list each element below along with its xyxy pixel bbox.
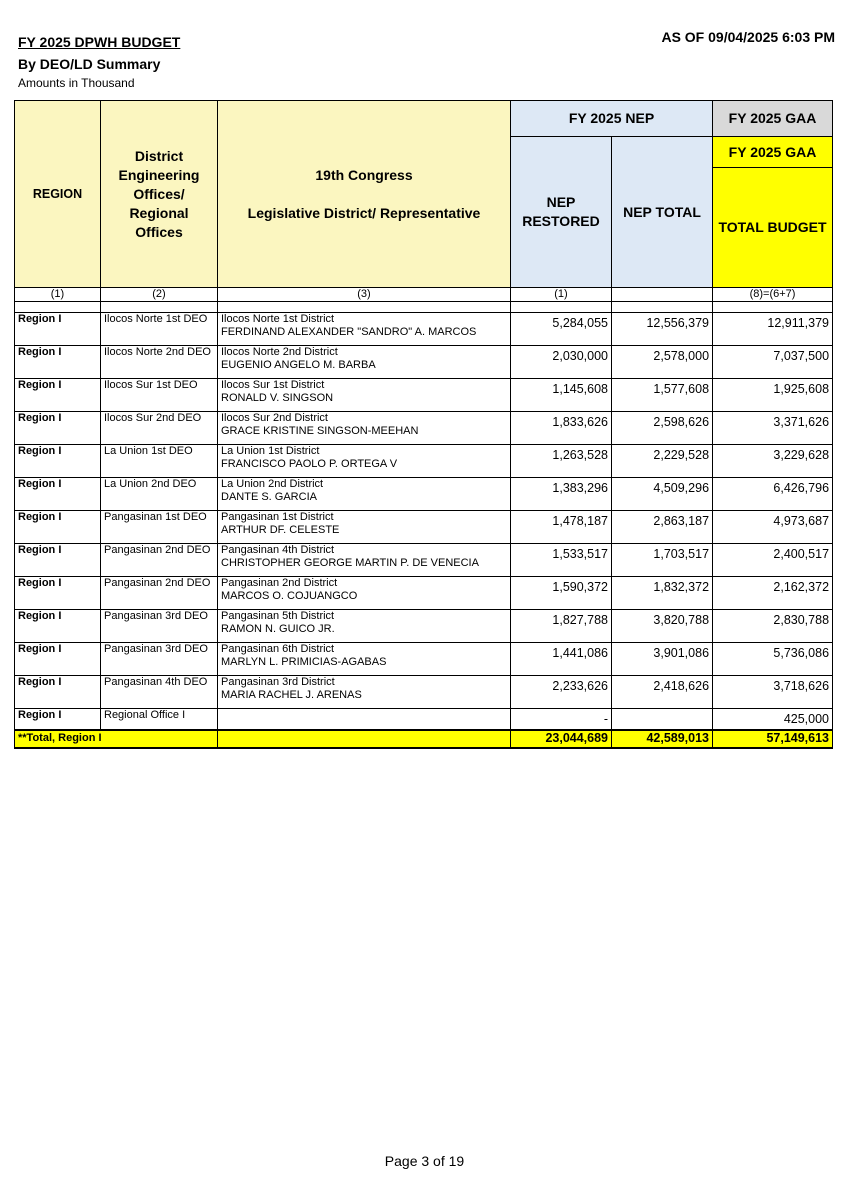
legislative-district-label: Legislative District/ Representative — [247, 204, 481, 221]
total-budget-cell: 3,718,626 — [713, 676, 833, 709]
col-header-nep-total: NEP TOTAL — [612, 137, 713, 288]
district-cell — [218, 610, 511, 643]
deo-cell: Ilocos Sur 2nd DEO — [101, 412, 218, 445]
deo-cell: Pangasinan 4th DEO — [101, 676, 218, 709]
deo-cell: Pangasinan 3rd DEO — [101, 643, 218, 676]
district-name: Pangasinan 2nd District — [221, 577, 338, 589]
district-cell — [218, 544, 511, 577]
nep-restored-cell: 1,478,187 — [511, 511, 612, 544]
total-budget-cell: 1,925,608 — [713, 379, 833, 412]
table-row — [15, 544, 833, 577]
units-note: Amounts in Thousand — [18, 76, 135, 90]
representative-name: ARTHUR DF. CELESTE — [221, 524, 340, 536]
district-cell — [218, 676, 511, 709]
col-number-budget: (8)=(6+7) — [713, 288, 833, 302]
table-row — [15, 643, 833, 676]
representative-name: RAMON N. GUICO JR. — [221, 623, 335, 635]
table-row — [15, 346, 833, 379]
total-budget-cell: 2,400,517 — [713, 544, 833, 577]
col-header-region: REGION — [15, 101, 101, 288]
nep-restored-cell: 1,145,608 — [511, 379, 612, 412]
nep-total-cell: 2,578,000 — [612, 346, 713, 379]
table-row — [15, 577, 833, 610]
col-number-region: (1) — [15, 288, 101, 302]
total-budget-cell: 7,037,500 — [713, 346, 833, 379]
district-name: Ilocos Sur 1st District — [221, 379, 325, 391]
nep-restored-cell: - — [511, 709, 612, 730]
nep-total-cell: 1,577,608 — [612, 379, 713, 412]
total-nep-total: 42,589,013 — [612, 730, 713, 748]
total-budget-cell: 3,229,628 — [713, 445, 833, 478]
total-budget-cell: 3,371,626 — [713, 412, 833, 445]
total-budget-cell: 12,911,379 — [713, 313, 833, 346]
district-name: Pangasinan 5th District — [221, 610, 335, 622]
table-row — [15, 379, 833, 412]
region-cell: Region I — [15, 412, 101, 445]
nep-restored-cell: 1,383,296 — [511, 478, 612, 511]
region-cell: Region I — [15, 709, 101, 730]
district-cell — [218, 445, 511, 478]
representative-name: GRACE KRISTINE SINGSON-MEEHAN — [221, 425, 419, 437]
nep-total-cell: 2,418,626 — [612, 676, 713, 709]
nep-restored-cell: 1,533,517 — [511, 544, 612, 577]
table-row — [15, 676, 833, 709]
report-title: FY 2025 DPWH BUDGET — [18, 34, 181, 50]
district-cell — [218, 379, 511, 412]
total-budget-cell: 2,830,788 — [713, 610, 833, 643]
representative-name: MARIA RACHEL J. ARENAS — [221, 689, 362, 701]
nep-total-cell: 1,832,372 — [612, 577, 713, 610]
spacer-cell — [612, 302, 713, 313]
district-name: La Union 2nd District — [221, 478, 324, 490]
nep-restored-cell: 1,590,372 — [511, 577, 612, 610]
nep-restored-cell: 1,833,626 — [511, 412, 612, 445]
col-header-total-budget: TOTAL BUDGET — [713, 168, 833, 288]
nep-total-cell: 2,598,626 — [612, 412, 713, 445]
deo-cell: Ilocos Norte 2nd DEO — [101, 346, 218, 379]
nep-total-cell — [612, 709, 713, 730]
district-name: Pangasinan 3rd District — [221, 676, 335, 688]
district-name: Ilocos Norte 1st District — [221, 313, 335, 325]
total-budget-cell: 4,973,687 — [713, 511, 833, 544]
report-subtitle: By DEO/LD Summary — [18, 56, 161, 72]
nep-restored-cell: 5,284,055 — [511, 313, 612, 346]
deo-cell: Ilocos Norte 1st DEO — [101, 313, 218, 346]
col-number-ld: (3) — [218, 288, 511, 302]
region-cell: Region I — [15, 313, 101, 346]
table-row — [15, 445, 833, 478]
spacer-cell — [511, 302, 612, 313]
nep-restored-cell: 2,030,000 — [511, 346, 612, 379]
total-row — [15, 730, 833, 748]
region-cell: Region I — [15, 577, 101, 610]
region-cell: Region I — [15, 445, 101, 478]
region-cell: Region I — [15, 478, 101, 511]
representative-name: CHRISTOPHER GEORGE MARTIN P. DE VENECIA — [221, 557, 479, 569]
col-number-total — [612, 288, 713, 302]
nep-total-cell: 3,901,086 — [612, 643, 713, 676]
deo-cell: Pangasinan 3rd DEO — [101, 610, 218, 643]
col-header-nep-restored: NEP RESTORED — [511, 137, 612, 288]
col-header-ld — [218, 101, 511, 288]
nep-restored-cell: 2,233,626 — [511, 676, 612, 709]
representative-name: MARCOS O. COJUANGCO — [221, 590, 358, 602]
total-budget-sum: 57,149,613 — [713, 730, 833, 748]
district-cell — [218, 709, 511, 730]
total-budget-cell: 5,736,086 — [713, 643, 833, 676]
total-nep-restored: 23,044,689 — [511, 730, 612, 748]
nep-restored-cell: 1,263,528 — [511, 445, 612, 478]
nep-restored-cell: 1,827,788 — [511, 610, 612, 643]
table-row — [15, 478, 833, 511]
nep-total-cell: 4,509,296 — [612, 478, 713, 511]
table-row — [15, 412, 833, 445]
spacer-cell — [218, 302, 511, 313]
spacer-cell — [101, 302, 218, 313]
deo-cell: La Union 2nd DEO — [101, 478, 218, 511]
table-row — [15, 610, 833, 643]
nep-total-cell: 3,820,788 — [612, 610, 713, 643]
representative-name: MARLYN L. PRIMICIAS-AGABAS — [221, 656, 387, 668]
col-header-deo: District Engineering Offices/ Regional Offices — [101, 101, 218, 288]
region-cell: Region I — [15, 643, 101, 676]
budget-table — [14, 100, 833, 749]
region-cell: Region I — [15, 511, 101, 544]
representative-name: FRANCISCO PAOLO P. ORTEGA V — [221, 458, 398, 470]
region-cell: Region I — [15, 610, 101, 643]
total-budget-cell: 425,000 — [713, 709, 833, 730]
representative-name: EUGENIO ANGELO M. BARBA — [221, 359, 376, 371]
total-budget-cell: 6,426,796 — [713, 478, 833, 511]
region-cell: Region I — [15, 676, 101, 709]
district-cell — [218, 643, 511, 676]
district-name: Pangasinan 1st District — [221, 511, 334, 523]
representative-name: FERDINAND ALEXANDER "SANDRO" A. MARCOS — [221, 326, 477, 338]
table-row — [15, 511, 833, 544]
table-row — [15, 313, 833, 346]
spacer-cell — [15, 302, 101, 313]
nep-total-cell: 1,703,517 — [612, 544, 713, 577]
deo-cell: La Union 1st DEO — [101, 445, 218, 478]
district-name: Ilocos Norte 2nd District — [221, 346, 338, 358]
district-cell — [218, 511, 511, 544]
page-number: Page 3 of 19 — [384, 1153, 465, 1169]
deo-cell: Regional Office I — [101, 709, 218, 730]
deo-cell: Pangasinan 2nd DEO — [101, 544, 218, 577]
deo-cell: Ilocos Sur 1st DEO — [101, 379, 218, 412]
district-name: La Union 1st District — [221, 445, 320, 457]
spacer-cell — [713, 302, 833, 313]
district-cell — [218, 577, 511, 610]
region-cell: Region I — [15, 379, 101, 412]
region-cell: Region I — [15, 346, 101, 379]
total-label: **Total, Region I — [15, 730, 218, 748]
table-row — [15, 709, 833, 730]
district-cell — [218, 346, 511, 379]
nep-restored-cell: 1,441,086 — [511, 643, 612, 676]
region-cell: Region I — [15, 544, 101, 577]
nep-total-cell: 2,229,528 — [612, 445, 713, 478]
district-name: Pangasinan 6th District — [221, 643, 335, 655]
nep-group-header: FY 2025 NEP — [511, 101, 713, 137]
col-number-deo: (2) — [101, 288, 218, 302]
representative-name: RONALD V. SINGSON — [221, 392, 334, 404]
district-name: Pangasinan 4th District — [221, 544, 335, 556]
district-cell — [218, 478, 511, 511]
representative-name: DANTE S. GARCIA — [221, 491, 317, 503]
congress-label: 19th Congress — [315, 166, 413, 183]
district-cell — [218, 412, 511, 445]
total-budget-cell: 2,162,372 — [713, 577, 833, 610]
total-blank-cell — [218, 730, 511, 748]
col-number-restored: (1) — [511, 288, 612, 302]
deo-cell: Pangasinan 2nd DEO — [101, 577, 218, 610]
gaa-subheader: FY 2025 GAA — [713, 137, 833, 168]
deo-cell: Pangasinan 1st DEO — [101, 511, 218, 544]
district-name: Ilocos Sur 2nd District — [221, 412, 328, 424]
nep-total-cell: 2,863,187 — [612, 511, 713, 544]
district-cell — [218, 313, 511, 346]
gaa-group-header: FY 2025 GAA — [713, 101, 833, 137]
as-of-timestamp: AS OF 09/04/2025 6:03 PM — [661, 29, 835, 45]
nep-total-cell: 12,556,379 — [612, 313, 713, 346]
